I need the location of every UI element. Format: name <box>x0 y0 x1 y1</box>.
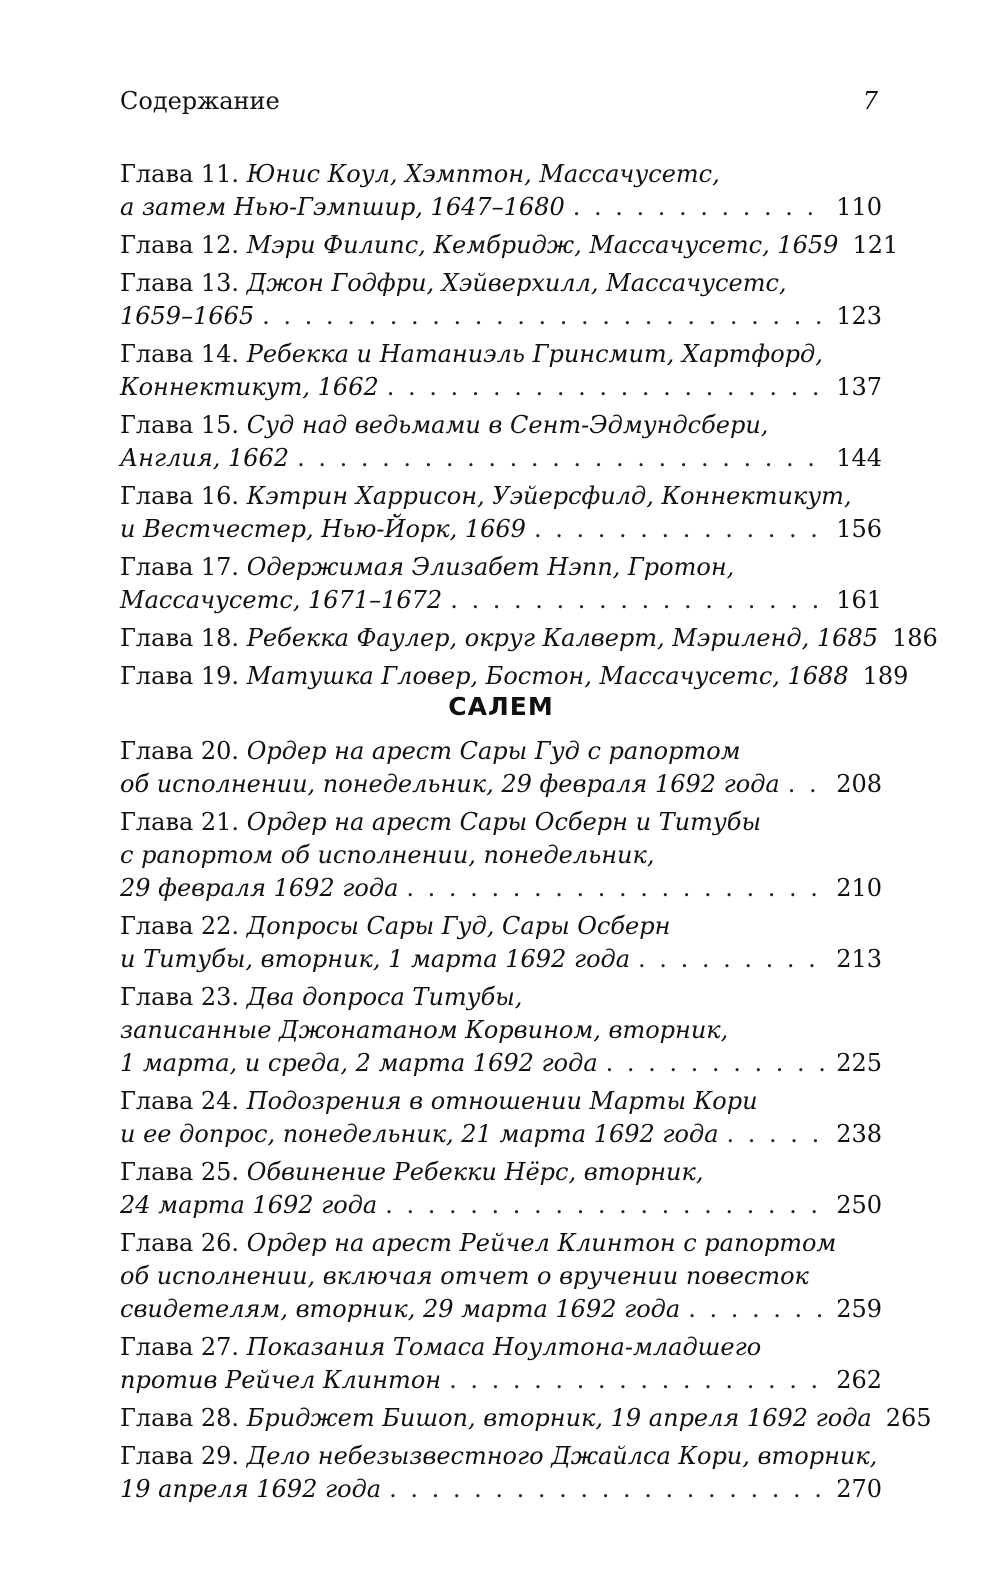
toc-entry-line <box>120 1331 882 1364</box>
chapter-title: Показания Томаса Ноултона-младшего <box>246 1333 762 1361</box>
toc-entry <box>120 338 882 404</box>
toc-entry <box>120 158 882 224</box>
chapter-title: 24 марта 1692 года <box>120 1191 378 1219</box>
chapter-title: об исполнении, понедельник, 29 февраля 1692 года <box>120 770 780 798</box>
chapter-title: Подозрения в отношении Марты Кори <box>246 1087 758 1115</box>
toc-page-number: 208 <box>836 770 882 798</box>
toc-entry-line <box>120 872 882 905</box>
dot-leader <box>688 1293 830 1326</box>
toc-page-number: 189 <box>862 662 909 690</box>
chapter-title: 1 марта, и среда, 2 марта 1692 года <box>120 1049 598 1077</box>
chapter-title: а затем Нью-Гэмпшир, 1647–1680 <box>120 193 565 221</box>
chapter-title: Два допроса Титубы, <box>246 983 523 1011</box>
toc-page-number: 225 <box>836 1049 882 1077</box>
toc-page-number: 265 <box>885 1404 932 1432</box>
toc-entry-line <box>120 1156 882 1189</box>
chapter-label: Глава 15. <box>120 411 240 439</box>
toc-entry-line <box>120 1364 882 1397</box>
chapter-label: Глава 18. <box>120 624 240 652</box>
chapter-title: Обвинение Ребекки Нёрс, вторник, <box>246 1158 704 1186</box>
toc-entry-line <box>120 267 882 300</box>
toc-entry-line <box>120 1085 882 1118</box>
chapter-label: Глава 12. <box>120 231 240 259</box>
chapter-label: Глава 25. <box>120 1158 240 1186</box>
toc-entry-line <box>120 981 882 1014</box>
chapter-title: Матушка Гловер, Бостон, Массачусетс, 1688 <box>246 662 849 690</box>
chapter-title: Ордер на арест Сары Осберн и Титубы <box>246 808 762 836</box>
toc-entry <box>120 910 882 976</box>
toc-entry-line <box>120 338 882 371</box>
toc-entry-line <box>120 660 909 693</box>
toc-entry <box>120 229 899 262</box>
toc-entry-line <box>120 551 882 584</box>
running-head <box>120 84 882 118</box>
chapter-label: Глава 11. <box>120 160 240 188</box>
dot-leader <box>385 1189 830 1222</box>
toc-entry <box>120 622 938 655</box>
chapter-title: Юнис Коул, Хэмптон, Массачусетс, <box>246 160 720 188</box>
chapter-title: и Титубы, вторник, 1 марта 1692 года <box>120 945 631 973</box>
toc-entry-line <box>120 768 882 801</box>
dot-leader <box>262 300 830 333</box>
chapter-title: Ребекка Фаулер, округ Калверт, Мэриленд, 1685 <box>246 624 878 652</box>
chapter-title: Допросы Сары Гуд, Сары Осберн <box>246 912 671 940</box>
toc-entry <box>120 660 909 693</box>
toc-entry-line <box>120 513 882 546</box>
dot-leader <box>389 1473 830 1506</box>
chapter-title: записанные Джонатаном Корвином, вторник, <box>120 1016 729 1044</box>
chapter-label: Глава 29. <box>120 1442 240 1470</box>
toc-entry-line <box>120 1014 882 1047</box>
chapter-title: Одержимая Элизабет Нэпп, Гротон, <box>246 553 735 581</box>
toc-entry-line <box>120 229 899 262</box>
toc-page-number: 161 <box>836 586 882 614</box>
toc-page-number: 123 <box>836 302 882 330</box>
toc-entry-line <box>120 300 882 333</box>
chapter-title: и Вестчестер, Нью-Йорк, 1669 <box>120 515 526 543</box>
chapter-title: Англия, 1662 <box>120 444 290 472</box>
toc-page-number: 270 <box>836 1475 882 1503</box>
toc-entry-line <box>120 442 882 475</box>
toc-page-number: 110 <box>836 193 882 221</box>
chapter-label: Глава 28. <box>120 1404 240 1432</box>
chapter-title: об исполнении, включая отчет о вручении повесток <box>120 1262 809 1290</box>
dot-leader <box>449 1364 830 1397</box>
dot-leader <box>788 768 830 801</box>
toc-entry <box>120 981 882 1080</box>
chapter-label: Глава 13. <box>120 269 240 297</box>
toc-entry-line <box>120 943 882 976</box>
toc-page-number: 156 <box>836 515 882 543</box>
toc-entry <box>120 267 882 333</box>
chapter-title: с рапортом об исполнении, понедельник, <box>120 841 655 869</box>
chapter-title: Массачусетс, 1671–1672 <box>120 586 443 614</box>
dot-leader <box>727 1118 831 1151</box>
chapter-title: Ордер на арест Сары Гуд с рапортом <box>246 737 741 765</box>
toc-page-number: 238 <box>836 1120 882 1148</box>
toc-entry-line <box>120 409 882 442</box>
chapter-label: Глава 23. <box>120 983 240 1011</box>
toc-entry <box>120 806 882 905</box>
toc-entry-line <box>120 839 882 872</box>
dot-leader <box>534 513 830 546</box>
toc-entry-line <box>120 584 882 617</box>
toc-page-number: 121 <box>852 231 899 259</box>
toc-entry <box>120 1402 932 1435</box>
dot-leader <box>387 371 830 404</box>
chapter-label: Глава 19. <box>120 662 240 690</box>
chapter-title: Дело небезызвестного Джайлса Кори, вторник, <box>246 1442 878 1470</box>
toc-entry-line <box>120 1118 882 1151</box>
chapter-title: Кэтрин Харрисон, Уэйерсфилд, Коннектикут, <box>246 482 852 510</box>
toc-entry-line <box>120 191 882 224</box>
chapter-label: Глава 20. <box>120 737 240 765</box>
chapter-title: свидетелям, вторник, 29 марта 1692 года <box>120 1295 681 1323</box>
chapter-title: Ордер на арест Рейчел Клинтон с рапортом <box>246 1229 837 1257</box>
toc-page-number: 213 <box>836 945 882 973</box>
toc-entry-line <box>120 1473 882 1506</box>
toc-entry-line <box>120 910 882 943</box>
running-head-title: Содержание <box>120 87 280 115</box>
chapter-title: и ее допрос, понедельник, 21 марта 1692 года <box>120 1120 719 1148</box>
toc-entry-line <box>120 371 882 404</box>
chapter-title: Джон Годфри, Хэйверхилл, Массачусетс, <box>246 269 787 297</box>
toc-entry-line <box>120 806 882 839</box>
toc-entry <box>120 1156 882 1222</box>
toc-entry <box>120 735 882 801</box>
toc-entry <box>120 480 882 546</box>
toc-page-number: 186 <box>891 624 938 652</box>
chapter-title: Бриджет Бишоп, вторник, 19 апреля 1692 года <box>246 1404 872 1432</box>
toc-entry-line <box>120 1047 882 1080</box>
toc-entry <box>120 1227 882 1326</box>
dot-leader <box>450 584 830 617</box>
toc-page-number: 144 <box>836 444 882 472</box>
chapter-title: 1659–1665 <box>120 302 255 330</box>
dot-leader <box>297 442 830 475</box>
chapter-title: 19 апреля 1692 года <box>120 1475 382 1503</box>
toc-entry-line <box>120 480 882 513</box>
toc-entry-line <box>120 1227 882 1260</box>
chapter-title: Суд над ведьмами в Сент-Эдмундсбери, <box>246 411 769 439</box>
dot-leader <box>573 191 830 224</box>
dot-leader <box>406 872 830 905</box>
toc-entry-line <box>120 1260 882 1293</box>
chapter-label: Глава 22. <box>120 912 240 940</box>
toc-list-part-2 <box>120 735 932 1511</box>
toc-page-number: 262 <box>836 1366 882 1394</box>
chapter-label: Глава 17. <box>120 553 240 581</box>
toc-entry-line <box>120 1440 882 1473</box>
dot-leader <box>606 1047 831 1080</box>
chapter-label: Глава 21. <box>120 808 240 836</box>
toc-entry-line <box>120 1189 882 1222</box>
toc-page-number: 137 <box>836 373 882 401</box>
toc-entry-line <box>120 622 938 655</box>
toc-entry-line <box>120 1293 882 1326</box>
toc-entry <box>120 1085 882 1151</box>
toc-entry-line <box>120 158 882 191</box>
toc-entry <box>120 1440 882 1506</box>
toc-entry-line <box>120 1402 932 1435</box>
chapter-label: Глава 14. <box>120 340 240 368</box>
dot-leader <box>638 943 830 976</box>
toc-page-number: 259 <box>836 1295 882 1323</box>
toc-entry <box>120 551 882 617</box>
section-heading-salem: САЛЕМ <box>448 692 554 721</box>
toc-entry <box>120 1331 882 1397</box>
page-number: 7 <box>862 87 878 115</box>
chapter-title: 29 февраля 1692 года <box>120 874 399 902</box>
chapter-label: Глава 27. <box>120 1333 240 1361</box>
toc-page-number: 210 <box>836 874 882 902</box>
chapter-title: Коннектикут, 1662 <box>120 373 379 401</box>
chapter-title: против Рейчел Клинтон <box>120 1366 442 1394</box>
chapter-label: Глава 26. <box>120 1229 240 1257</box>
chapter-label: Глава 16. <box>120 482 240 510</box>
chapter-title: Ребекка и Натаниэль Гринсмит, Хартфорд, <box>246 340 823 368</box>
toc-page-number: 250 <box>836 1191 882 1219</box>
toc-list-part-1 <box>120 158 938 698</box>
chapter-label: Глава 24. <box>120 1087 240 1115</box>
toc-entry <box>120 409 882 475</box>
chapter-title: Мэри Филипс, Кембридж, Массачусетс, 1659 <box>246 231 839 259</box>
toc-entry-line <box>120 735 882 768</box>
